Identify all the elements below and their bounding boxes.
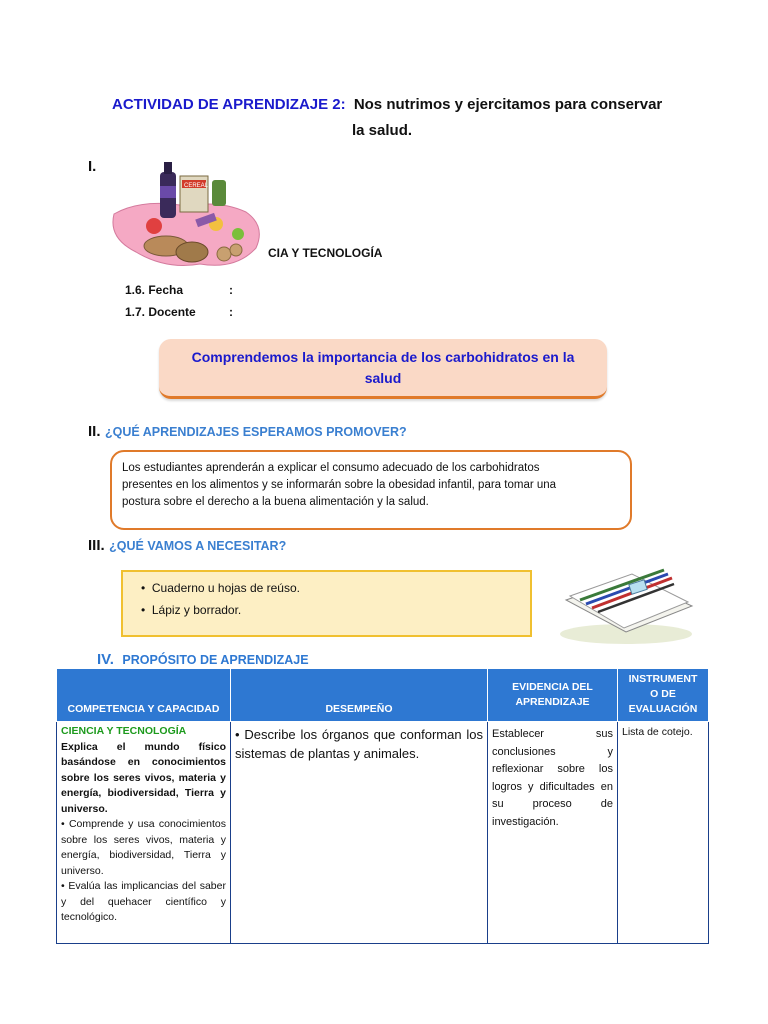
- desempeno-text: • Describe los órganos que conforman los sistemas de plantas y animales.: [235, 727, 483, 761]
- evidencia-cell: [488, 722, 618, 944]
- activity-title-text: Nos nutrimos y ejercitamos para conservar: [353, 96, 663, 113]
- section-1-numeral: I.: [88, 158, 97, 175]
- learning-goal-line1: Los estudiantes aprenderán a explicar el consumo adecuado de los carbohidratos: [122, 462, 540, 474]
- fecha-label: 1.6. Fecha: [125, 283, 184, 297]
- instrumento-cell: [618, 722, 709, 944]
- purpose-banner-line1: Comprendemos la importancia de los carbohidratos en la: [191, 349, 575, 365]
- header-competencia: COMPETENCIA Y CAPACIDAD: [57, 669, 231, 722]
- learning-goal-box: [110, 450, 632, 530]
- activity-title-line2: la salud.: [352, 122, 413, 139]
- purpose-banner-line2: salud: [364, 370, 402, 386]
- competencia-cell: [57, 722, 231, 944]
- materials-item: • Lápiz y borrador.: [141, 603, 242, 617]
- section-4-title: PROPÓSITO DE APRENDIZAJE: [122, 653, 309, 667]
- food-illustration: [96, 152, 272, 284]
- capacidad-2: • Evalúa las implicancias del saber y del quehacer científico y tecnológico.: [61, 880, 226, 923]
- cereal-box-label: CEREAL: [184, 183, 209, 189]
- purpose-table: [56, 668, 709, 944]
- learning-goal-line3: postura sobre el derecho a la buena alimentación y la salud.: [122, 496, 429, 508]
- header-evidencia: [488, 669, 618, 722]
- area-fragment: CIA Y TECNOLOGÍA: [268, 246, 383, 260]
- docente-label: 1.7. Docente: [125, 305, 196, 319]
- section-2-heading: [88, 423, 407, 441]
- competencia-main: Explica el mundo físico basándose en conocimientos sobre los seres vivos, materia y energía, biodiversidad, Tierra y universo.: [61, 740, 226, 815]
- header-instrumento-line2: O DE: [650, 688, 676, 700]
- notebook-pencils-graphic: [556, 548, 700, 648]
- materials-box: [121, 570, 532, 637]
- section-2-numeral: II.: [88, 423, 101, 440]
- purpose-banner: [159, 339, 607, 399]
- instrumento-text: Lista de cotejo.: [622, 726, 693, 738]
- capacidad-1: • Comprende y usa conocimientos sobre los seres vivos, materia y energía, biodiversidad, Tierra y universo.: [61, 818, 226, 877]
- docente-colon: :: [229, 305, 233, 319]
- materials-item-1: Cuaderno u hojas de reúso.: [151, 581, 300, 595]
- competencia-area: CIENCIA Y TECNOLOGÍA: [61, 725, 187, 737]
- section-3-question: ¿QUÉ VAMOS A NECESITAR?: [109, 539, 287, 553]
- activity-title-label: ACTIVIDAD DE APRENDIZAJE 2:: [112, 96, 346, 113]
- materials-item-2: Lápiz y borrador.: [151, 603, 242, 617]
- notebook-pencils-illustration: [556, 548, 700, 648]
- section-2-question: ¿QUÉ APRENDIZAJES ESPERAMOS PROMOVER?: [104, 425, 407, 439]
- materials-item: • Cuaderno u hojas de reúso.: [141, 581, 300, 595]
- header-desempeno: DESEMPEÑO: [231, 669, 488, 722]
- header-evidencia-line2: APRENDIZAJE: [515, 695, 590, 708]
- header-instrumento-line3: EVALUACIÓN: [628, 703, 698, 715]
- fecha-colon: :: [229, 283, 233, 297]
- header-evidencia-line1: EVIDENCIA DEL: [512, 680, 593, 693]
- header-instrumento-line1: INSTRUMENT: [628, 673, 698, 685]
- section-3-numeral: III.: [88, 537, 105, 554]
- section-4-heading: [97, 651, 309, 669]
- section-3-heading: [88, 537, 286, 555]
- activity-title: [112, 96, 662, 113]
- evidencia-text: Establecer sus conclusiones y reflexionar sobre los logros y dificultades en su proceso de investigación.: [492, 728, 613, 828]
- desempeno-cell: [231, 722, 488, 944]
- header-instrumento: [618, 669, 709, 722]
- section-4-numeral: IV.: [97, 651, 114, 668]
- learning-goal-line2: presentes en los alimentos y se informarán sobre la obesidad infantil, para tomar una: [122, 479, 557, 491]
- food-illustration-graphic: [96, 152, 272, 284]
